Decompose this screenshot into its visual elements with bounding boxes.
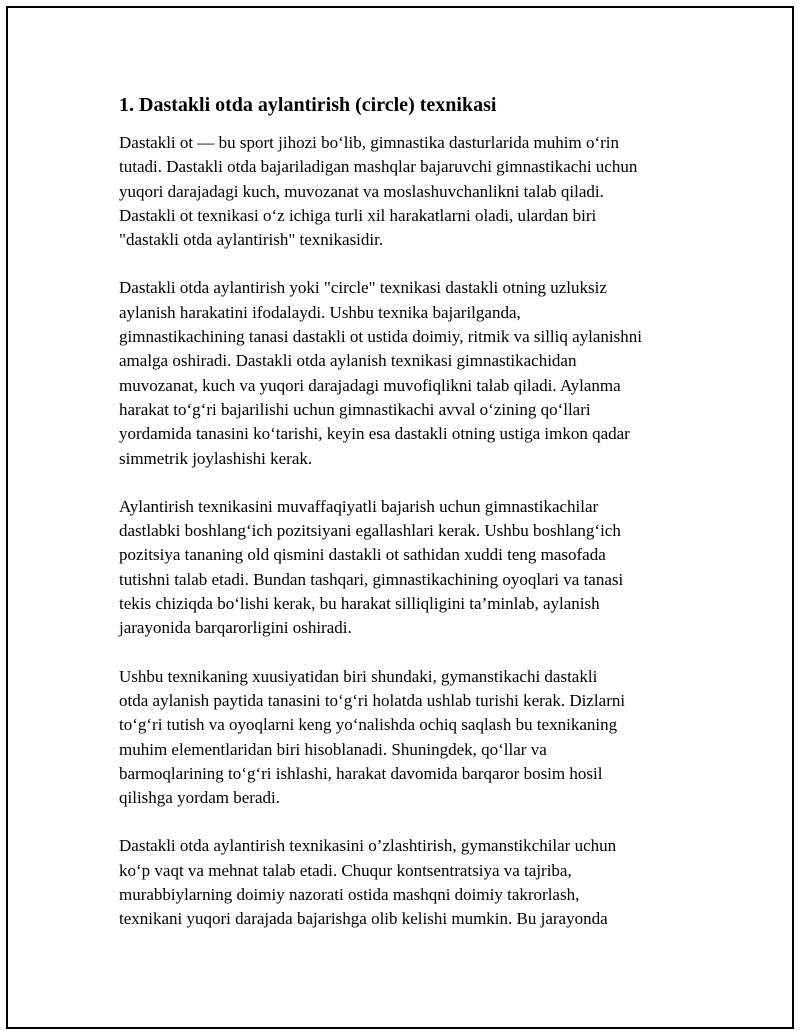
text-line: barmoqlarining to‘g‘ri ishlashi, harakat davomida barqaror bosim hosil: [119, 763, 603, 783]
paragraph-3: [119, 495, 694, 641]
paragraph-4: [119, 665, 694, 811]
text-line: qilishga yordam beradi.: [119, 788, 280, 808]
text-line: yuqori darajadagi kuch, muvozanat va moslashuvchanlikni talab qiladi.: [119, 181, 604, 201]
text-line: tutadi. Dastakli otda bajariladigan mashqlar bajaruvchi gimnastikachi uchun: [119, 157, 638, 177]
text-line: dastlabki boshlang‘ich pozitsiyani egallashlari kerak. Ushbu boshlang‘ich: [119, 521, 621, 541]
paragraph-2: [119, 276, 694, 470]
text-line: aylanish harakatini ifodalaydi. Ushbu texnika bajarilganda,: [119, 302, 521, 322]
text-line: Dastakli otda aylantirish yoki "circle" texnikasi dastakli otning uzluksiz: [119, 278, 607, 298]
paragraph-1: [119, 131, 694, 252]
text-line: simmetrik joylashishi kerak.: [119, 448, 313, 468]
text-line: pozitsiya tananing old qismini dastakli ot sathidan xuddi teng masofada: [119, 545, 606, 565]
section-title: 1. Dastakli otda aylantirish (circle) texnikasi: [119, 94, 497, 116]
text-line: "dastakli otda aylantirish" texnikasidir.: [119, 230, 384, 250]
text-line: Ushbu texnikaning xuusiyatidan biri shundaki, gymanstikachi dastakli: [119, 666, 598, 686]
text-line: muhim elementlaridan biri hisoblanadi. Shuningdek, qo‘llar va: [119, 739, 547, 759]
text-line: ko‘p vaqt va mehnat talab etadi. Chuqur kontsentratsiya va tajriba,: [119, 860, 572, 880]
text-line: otda aylanish paytida tanasini to‘g‘ri holatda ushlab turishi kerak. Dizlarni: [119, 690, 626, 710]
text-line: Dastakli ot texnikasi o‘z ichiga turli xil harakatlarni oladi, ulardan biri: [119, 205, 597, 225]
text-line: Dastakli otda aylantirish texnikasini o’zlashtirish, gymanstikchilar uchun: [119, 836, 617, 856]
text-line: gimnastikachining tanasi dastakli ot ustida doimiy, ritmik va silliq aylanishni: [119, 327, 642, 347]
text-line: to‘g‘ri tutish va oyoqlarni keng yo‘nalishda ochiq saqlash bu texnikaning: [119, 715, 618, 735]
document-body: [119, 92, 694, 956]
text-line: amalga oshiradi. Dastakli otda aylanish texnikasi gimnastikachidan: [119, 351, 577, 371]
text-line: murabbiylarning doimiy nazorati ostida mashqni doimiy takrorlash,: [119, 885, 580, 905]
paragraph-5: [119, 834, 694, 931]
text-line: harakat to‘g‘ri bajarilishi uchun gimnastikachi avval o‘zining qo‘llari: [119, 399, 591, 419]
text-line: texnikani yuqori darajada bajarishga olib kelishi mumkin. Bu jarayonda: [119, 909, 608, 929]
text-line: tutishni talab etadi. Bundan tashqari, gimnastikachining oyoqlari va tanasi: [119, 569, 624, 589]
document-page: [6, 6, 794, 1029]
text-line: muvozanat, kuch va yuqori darajadagi muvofiqlikni talab qiladi. Aylanma: [119, 375, 621, 395]
text-line: yordamida tanasini ko‘tarishi, keyin esa dastakli otning ustiga imkon qadar: [119, 424, 630, 444]
text-line: Aylantirish texnikasini muvaffaqiyatli bajarish uchun gimnastikachilar: [119, 496, 599, 516]
text-line: Dastakli ot — bu sport jihozi bo‘lib, gimnastika dasturlarida muhim o‘rin: [119, 133, 620, 152]
text-line: tekis chiziqda bo‘lishi kerak, bu harakat silliqligini ta’minlab, aylanish: [119, 594, 600, 614]
text-line: jarayonida barqarorligini oshiradi.: [119, 618, 352, 638]
